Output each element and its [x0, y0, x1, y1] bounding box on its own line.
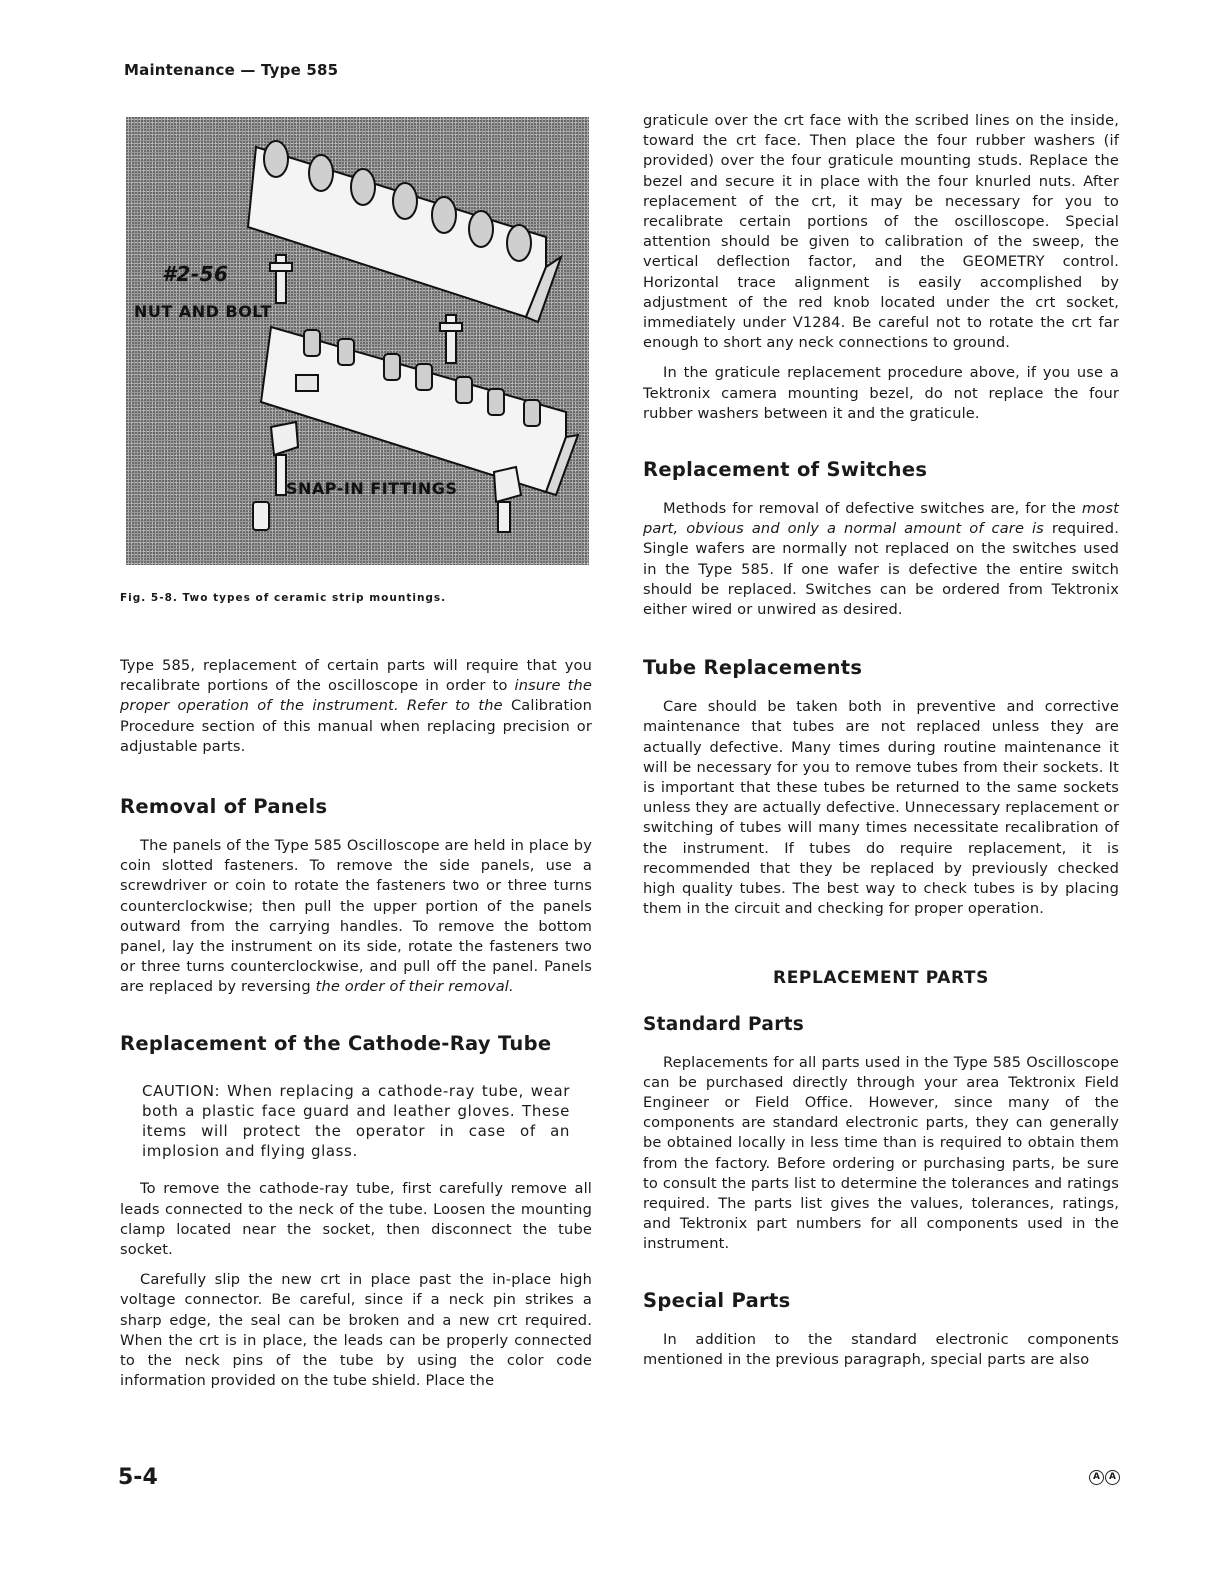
heading-standard-parts: Standard Parts	[643, 1013, 805, 1035]
crt-paragraph-2: Carefully slip the new crt in place past the in-place high voltage connector. Be careful, since if a neck pin strikes a sharp edge, the seal can be broken and a new crt required. When the crt is in place, the leads can be properly connected to the neck pins of the tube by using the color code information provided on the tube shield. Place the	[120, 1271, 592, 1390]
left-column	[120, 656, 592, 1391]
heading-tube-replacements: Tube Replacements	[643, 656, 863, 680]
edition-mark-circled-a-icon: A	[1105, 1470, 1120, 1485]
heading-crt-replacement: Replacement of the Cathode-Ray Tube	[120, 1031, 552, 1055]
intro-paragraph: Type 585, replacement of certain parts will require that you recalibrate portions of the oscilloscope in order to insure the proper operation of the instrument. Refer to the Calibration Procedure section of this manual when replacing precision or adjustable parts.	[120, 657, 593, 755]
special-parts-paragraph: In addition to the standard electronic components mentioned in the previous paragraph, special parts are also	[643, 1330, 1119, 1368]
figure-caption: Fig. 5-8. Two types of ceramic strip mountings.	[120, 592, 447, 604]
figure-label-bolt-size: #2-56	[162, 262, 229, 286]
lower-ceramic-strip	[261, 327, 578, 495]
graticule-paragraph: In the graticule replacement procedure above, if you use a Tektronix camera mounting bezel, do not replace the four rubber washers between it and the graticule.	[643, 364, 1119, 422]
upper-ceramic-strip	[248, 141, 561, 322]
right-column	[643, 111, 1119, 1370]
heading-replacement-parts: REPLACEMENT PARTS	[773, 967, 989, 988]
crt-continued-paragraph: graticule over the crt face with the scribed lines on the inside, toward the crt face. Then place the four rubber washers (if provided) over the four graticule mounting studs. Replace the bezel and secure it in place with the four knurled nuts. After replacement of the crt, it may be necessary for you to recalibrate certain portions of the oscilloscope. Special attention should be given to calibration of the sweep, the vertical deflection factor, and the GEOMETRY control. Horizontal trace alignment is easily accomplished by adjustment of the red knob located under the crt socket, immediately under V1284. Be careful not to rotate the crt far enough to short any neck connections to ground.	[643, 112, 1119, 352]
heading-removal-of-panels: Removal of Panels	[120, 795, 328, 819]
heading-replacement-of-switches: Replacement of Switches	[643, 458, 928, 482]
standard-parts-paragraph: Replacements for all parts used in the Type 585 Oscilloscope can be purchased directly through your area Tektronix Field Engineer or Field Office. However, since many of the components are standard electronic parts, they can generally be obtained locally in less time than is required to obtain them from the factory. Before ordering or purchasing parts, be sure to consult the parts list to determine the tolerances and ratings required. The parts list gives the values, tolerances, ratings, and Tektronix part numbers for all components used in the instrument.	[643, 1053, 1119, 1253]
edition-mark	[1089, 1470, 1120, 1485]
crt-paragraph-1: To remove the cathode-ray tube, first carefully remove all leads connected to the neck of the tube. Loosen the mounting clamp located near the socket, then disconnect the tube socket.	[120, 1180, 592, 1259]
figure-label-nut-and-bolt: NUT AND BOLT	[134, 302, 272, 321]
edition-mark-circled-a-icon: A	[1089, 1470, 1104, 1485]
panels-paragraph: The panels of the Type 585 Oscilloscope are held in place by coin slotted fasteners. To remove the side panels, use a screwdriver or coin to rotate the fasteners two or three turns counterclockwise; then pull the upper portion of the panels outward from the carrying handles. To remove the bottom panel, lay the instrument on its side, rotate the fasteners two or three turns counterclockwise, and pull off the panel. Panels are replaced by reversing the order of their removal.	[120, 837, 592, 996]
figure-label-snap-in-fittings: SNAP-IN FITTINGS	[286, 479, 458, 498]
heading-special-parts: Special Parts	[643, 1288, 791, 1312]
running-head: Maintenance — Type 585	[124, 61, 339, 79]
figure-ceramic-strip-mountings	[126, 117, 589, 565]
page-number: 5-4	[118, 1465, 158, 1490]
tubes-paragraph: Care should be taken both in preventive and corrective maintenance that tubes are not replaced unless they are actually defective. Many times during routine maintenance it will be necessary for you to remove tubes from their sockets. It is important that these tubes be returned to the same sockets unless they are actually defective. Unnecessary replacement or switching of tubes will many times necessitate recalibration of the instrument. If tubes do require replacement, it is recommended that they be replaced by previously checked high quality tubes. The best way to check tubes is by placing them in the circuit and checking for proper operation.	[643, 698, 1119, 918]
switches-paragraph: Methods for removal of defective switches are, for the most part, obvious and only a normal amount of care is required. Single wafers are normally not replaced on the switches used in the Type 585. If one wafer is defective the entire switch should be replaced. Switches can be ordered from Tektronix either wired or unwired as desired.	[643, 500, 1119, 619]
caution-note: CAUTION: When replacing a cathode-ray tube, wear both a plastic face guard and leather gloves. These items will protect the operator in case of an implosion and flying glass.	[142, 1081, 570, 1161]
